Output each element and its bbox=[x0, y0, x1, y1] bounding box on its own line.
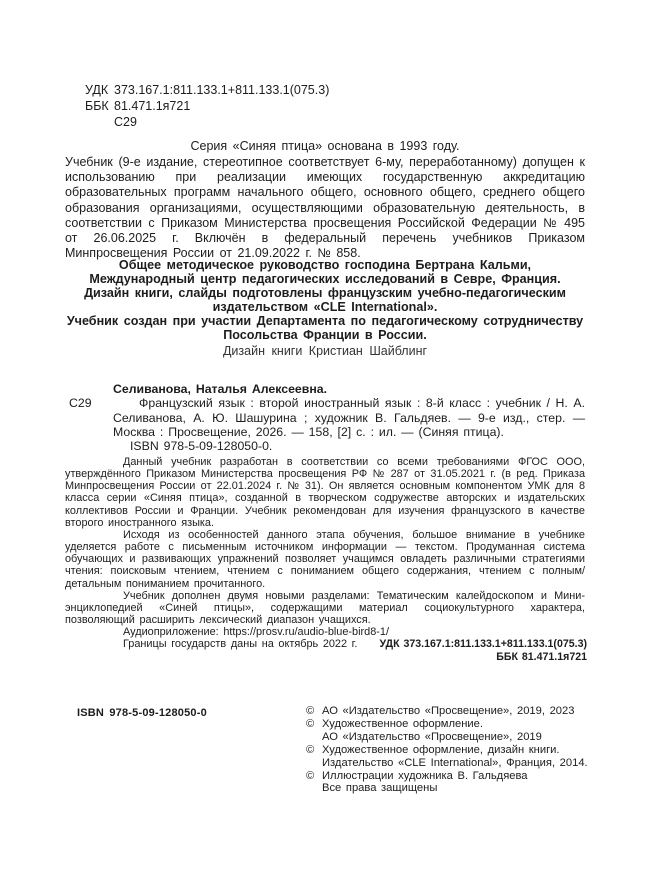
udk-value: 373.167.1:811.133.1+811.133.1(075.3) bbox=[114, 83, 330, 97]
credits-line: Посольства Франции в России. bbox=[223, 327, 427, 342]
footer-isbn: ISBN 978-5-09-128050-0 bbox=[77, 707, 207, 719]
copyright-symbol: © bbox=[306, 769, 315, 782]
copyright-line: Издательство «CLE International», Франция, 2014. bbox=[322, 756, 588, 769]
bottom-classification-codes bbox=[379, 638, 587, 664]
catalog-entry-text: Французский язык : второй иностранный язык : 8-й класс : учебник / Н. А. Селиванова, А. Ю. Шашурина ; художник В. Гальдяев. — 9-е изд., стер. — Москва : Просвещение, 2026. — 158, [2] с. : ил. — (Синяя птица). bbox=[113, 396, 585, 439]
copyright-line: Художественное оформление, дизайн книги. bbox=[322, 743, 560, 756]
author-sign: С29 bbox=[114, 115, 137, 129]
bbk-row bbox=[85, 98, 329, 114]
copyright-line: АО «Издательство «Просвещение», 2019, 2023 bbox=[322, 705, 575, 717]
catalog-author-sign: С29 bbox=[69, 396, 92, 411]
catalog-card bbox=[65, 382, 585, 453]
copyright-symbol: © bbox=[306, 717, 315, 730]
french-credits-block bbox=[65, 259, 585, 342]
top-classification-codes bbox=[85, 82, 329, 130]
bottom-udk: УДК 373.167.1:811.133.1+811.133.1(075.3) bbox=[379, 638, 587, 650]
credits-line: Общее методическое руководство господина Бертрана Кальми, bbox=[118, 258, 532, 272]
annotation-section bbox=[65, 456, 585, 651]
catalog-isbn: ISBN 978-5-09-128050-0. bbox=[130, 439, 273, 454]
copyright-line: АО «Издательство «Просвещение», 2019 bbox=[322, 730, 542, 743]
bbk-label: ББК bbox=[85, 99, 109, 113]
catalog-author: Селиванова, Наталья Алексеевна. bbox=[113, 382, 327, 396]
udk-row bbox=[85, 82, 329, 98]
copyright-entry bbox=[306, 744, 606, 757]
state-borders-line: Границы государств даны на октябрь 2022 г. bbox=[123, 638, 358, 651]
catalog-entry bbox=[65, 396, 585, 439]
copyright-line: Иллюстрации художника В. Гальдяева bbox=[322, 769, 528, 782]
copyright-entry bbox=[306, 718, 606, 731]
copyright-symbol: © bbox=[306, 743, 315, 756]
series-founding-line: Серия «Синяя птица» основана в 1993 году. bbox=[190, 139, 460, 153]
udk-label: УДК bbox=[85, 83, 109, 97]
bbk-value: 81.471.1я721 bbox=[114, 99, 191, 113]
copyright-column bbox=[306, 705, 606, 795]
credits-line: Международный центр педагогических исследований в Севре, Франция. bbox=[89, 271, 561, 286]
annotation-paragraph: Данный учебник разработан в соответствии со всеми требованиями ФГОС ООО, утверждённого Приказом Министерства просвещения РФ № 287 от 31.05.2021 г. (в ред. Приказа Минпросвещения России от 22.01.2024 г. № 31). Он является основным компонентом УМК для 8 класса серии «Синяя птица», созданной в творческом содружестве авторских и издательских коллективов России и Франции. Учебник рекомендован для изучения французского в качестве второго иностранного языка. bbox=[65, 456, 585, 529]
credits-line: издательством «CLE International». bbox=[212, 299, 438, 314]
copyright-entry bbox=[306, 705, 606, 718]
annotation-paragraph: Исходя из особенностей данного этапа обучения, большое внимание в учебнике уделяется работе с письменным источником информации — текстом. Продуманная система обучающих и развивающих упражнений позволяет учащимся овладеть различными стратегиями чтения: поисковым чтением, чтением с пониманием общего содержания, чтением с полным/детальным пониманием прочитанного. bbox=[65, 528, 585, 590]
copyright-line: Художественное оформление. bbox=[322, 717, 484, 730]
author-sign-row bbox=[85, 114, 329, 130]
bottom-bbk: ББК 81.471.1я721 bbox=[496, 651, 587, 663]
admission-section bbox=[65, 155, 585, 261]
copyright-entry bbox=[306, 770, 606, 783]
credits-line: Учебник создан при участии Департамента по педагогическому сотрудничеству bbox=[66, 313, 584, 328]
copyright-line: Все права защищены bbox=[322, 782, 438, 795]
credits-line: Дизайн книги, слайды подготовлены французским учебно-педагогическим bbox=[84, 285, 566, 300]
book-designer-line: Дизайн книги Кристиан Шайблинг bbox=[222, 344, 428, 358]
audio-supplement-line: Аудиоприложение: https://prosv.ru/audio-blue-bird8-1/ bbox=[123, 626, 389, 639]
copyright-symbol: © bbox=[306, 705, 315, 717]
admission-paragraph: Учебник (9-е издание, стереотипное соответствует 6-му, переработанному) допущен к использованию при реализации имеющих государственную аккредитацию образовательных программ начального общего, основного общего, среднего общего образования организациями, осуществляющими образовательную деятельность, в соответствии с Приказом Министерства просвещения Российской Федерации № 495 от 26.06.2025 г. Включён в федеральный перечень учебников Приказом Минпросвещения России от 21.09.2022 г. № 858. bbox=[65, 155, 585, 261]
annotation-paragraph: Учебник дополнен двумя новыми разделами: Тематическим калейдоскопом и Мини-энциклопедией «Синей птицы», содержащими материал социокультурного характера, позволяющий расширить лексический диапазон учащихся. bbox=[65, 589, 585, 627]
